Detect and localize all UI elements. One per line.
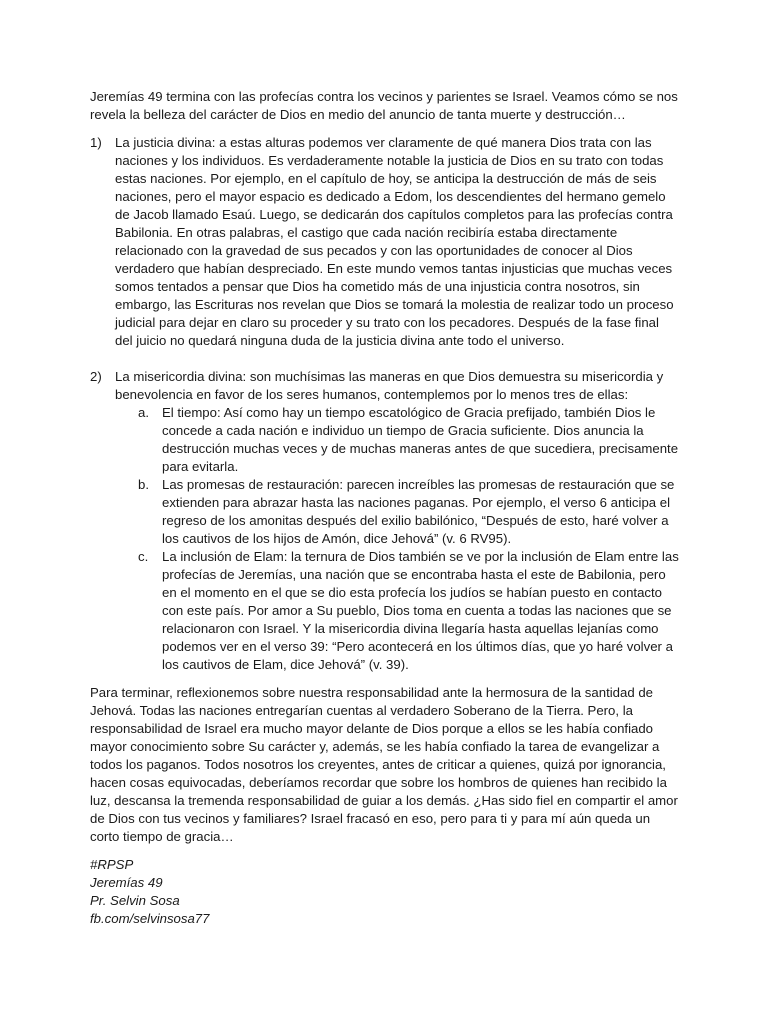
point-text: La misericordia divina: son muchísimas las maneras en que Dios demuestra su misericordia y benevolencia en favor de los seres humanos, contemplemos por lo menos tres de ellas: (115, 369, 664, 402)
scripture-reference: Jeremías 49 (90, 875, 163, 890)
document-page (90, 88, 680, 928)
subpoint-time (115, 404, 680, 476)
intro-paragraph: Jeremías 49 termina con las profecías contra los vecinos y parientes se Israel. Veamos cómo se nos revela la belleza del carácter de Dios en medio del anuncio de tanta muerte y destrucción… (90, 89, 678, 122)
subpoint-promises (115, 476, 680, 548)
social-link: fb.com/selvinsosa77 (90, 911, 210, 926)
point-text: La justicia divina: a estas alturas podemos ver claramente de qué manera Dios trata con las naciones y los individuos. Es verdaderamente notable la justicia de Dios en su trato con todas estas naciones. Por ejemplo, en el capítulo de hoy, se anticipa la destrucción de más de seis naciones, pero el mayor espacio es dedicado a Edom, los descendientes del hermano gemelo de Jacob llamado Esaú. Luego, se dedicarán dos capítulos completos para las profecías contra Babilonia. En otras palabras, el castigo que cada nación recibiría estaba directamente relacionado con la gravedad de sus pecados y con las oportunidades de conocer al Dios verdadero que habían despreciado. En este mundo vemos tantas injusticias que muchas veces somos tentados a pensar que Dios ha cometido más de una injusticia contra nosotros, sin embargo, las Escrituras nos revelan que Dios se tomará la molestia de realizar todo un proceso judicial para dejar en claro su proceder y su trato con los pecadores. Después de la fase final del juicio no quedará ninguna duda de la justicia divina ante todo el universo. (115, 135, 674, 348)
subpoint-text: La inclusión de Elam: la ternura de Dios también se ve por la inclusión de Elam entre las profecías de Jeremías, una nación que se encontraba hasta el este de Babilonia, pero en el momento en el que se dio esta profecía los judíos se habían puesto en contacto con este país. Por amor a Su pueblo, Dios toma en cuenta a todas las naciones que se relacionaron con Israel. Y la misericordia divina llegaría hasta aquellas lejanías como podemos ver en el verso 39: “Pero acontecerá en los últimos días, que yo haré volver a los cautivos de Elam, dice Jehová” (v. 39). (162, 549, 679, 672)
subpoint-text: Las promesas de restauración: parecen increíbles las promesas de restauración que se extienden para abrazar hasta las naciones paganas. Por ejemplo, el verso 6 anticipa el regreso de los amonitas después del exilio babilónico, “Después de esto, haré volver a los cautivos de los hijos de Amón, dice Jehová” (v. 6 RV95). (162, 477, 675, 546)
point-number: 1) (90, 135, 102, 150)
subpoint-elam (115, 548, 680, 674)
subpoint-text: El tiempo: Así como hay un tiempo escatológico de Gracia prefijado, también Dios le concede a cada nación e individuo un tiempo de Gracia suficiente. Dios anuncia la destrucción muchas veces y de muchas maneras antes de que sucediera, precisamente para evitarla. (162, 405, 679, 474)
signature-block (90, 856, 680, 928)
point-justice (90, 134, 680, 350)
hashtag: #RPSP (90, 857, 134, 872)
point-number: 2) (90, 369, 102, 384)
subpoint-letter: c. (138, 549, 149, 564)
closing-paragraph: Para terminar, reflexionemos sobre nuestra responsabilidad ante la hermosura de la santidad de Jehová. Todas las naciones entregarían cuentas al verdadero Soberano de la Tierra. Pero, la responsabilidad de Israel era mucho mayor delante de Dios porque a ellos se les había confiado mayor conocimiento sobre Su carácter y, además, se les había confiado la tarea de evangelizar a todos los paganos. Todos nosotros los creyentes, antes de criticar a quienes, quizá por ignorancia, hacen cosas equivocadas, deberíamos recordar que sobre los hombros de quienes han recibido la luz, descansa la tremenda responsabilidad de guiar a los demás. ¿Has sido fiel en compartir el amor de Dios con tus vecinos y familiares? Israel fracasó en eso, pero para ti y para mí aún queda un corto tiempo de gracia… (90, 685, 678, 844)
point-mercy (90, 368, 680, 674)
subpoint-letter: b. (138, 477, 149, 492)
subpoint-letter: a. (138, 405, 149, 420)
author-name: Pr. Selvin Sosa (90, 893, 180, 908)
